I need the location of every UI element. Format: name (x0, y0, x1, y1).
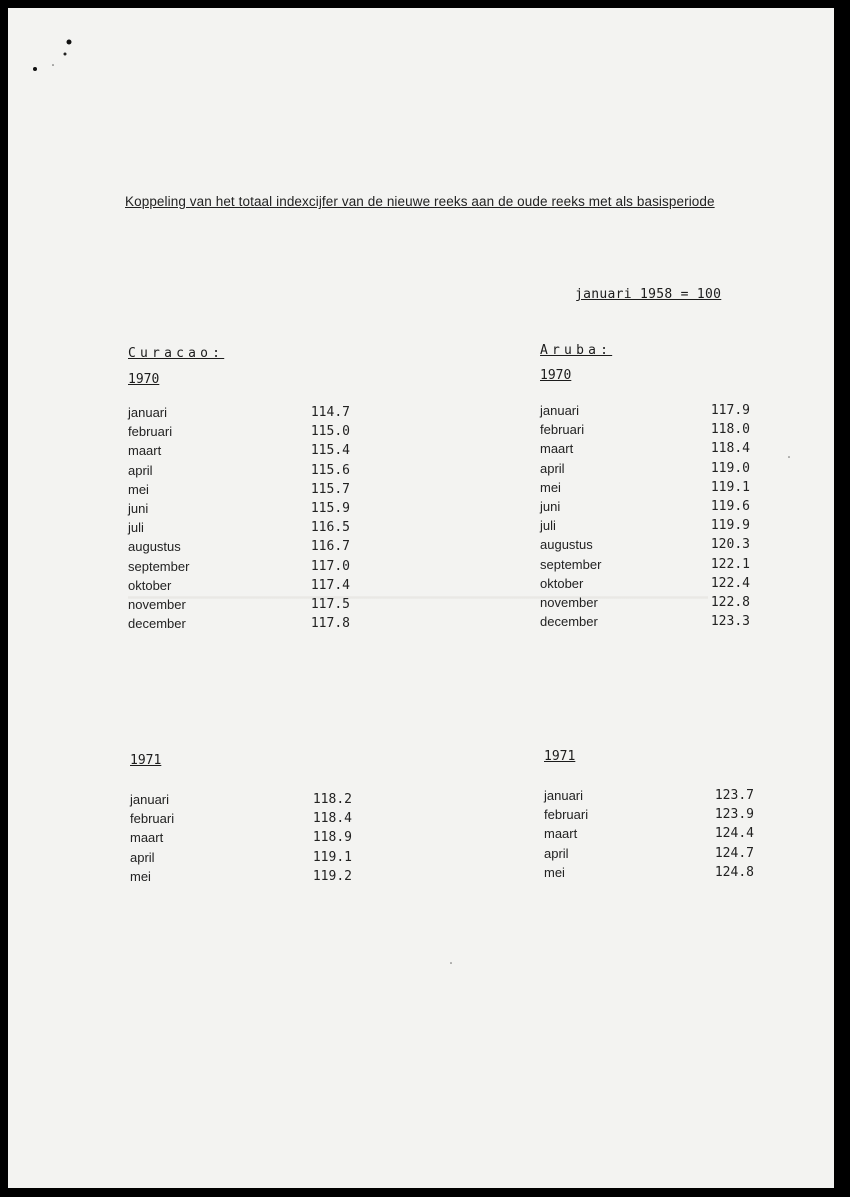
index-value: 116.5 (310, 520, 350, 536)
index-value: 119.1 (710, 479, 750, 495)
month-label: april (130, 849, 155, 865)
month-label: augustus (128, 539, 181, 555)
month-label: april (544, 845, 569, 861)
index-value: 119.1 (312, 849, 352, 865)
index-value: 118.2 (312, 792, 352, 807)
index-value: 117.4 (310, 577, 350, 593)
month-label: maart (540, 441, 574, 457)
index-value: 118.4 (312, 811, 352, 827)
month-label: augustus (540, 537, 593, 553)
month-label: juni (128, 500, 149, 516)
aruba-1970-year: 1970 (540, 368, 572, 383)
index-value: 124.4 (714, 826, 754, 842)
month-label: april (128, 462, 153, 478)
index-value: 119.0 (710, 460, 750, 476)
month-label: februari (544, 807, 589, 823)
aruba-1970-months (540, 401, 601, 631)
month-label: maart (130, 830, 164, 846)
month-label: januari (540, 403, 580, 418)
month-label: mei (540, 479, 561, 495)
aruba-1971-values (702, 786, 754, 882)
month-label: december (540, 614, 598, 630)
month-label: februari (130, 811, 175, 827)
aruba-1971-year: 1971 (544, 749, 576, 764)
month-label: januari (130, 792, 170, 807)
month-label: november (540, 594, 598, 610)
month-label: juli (128, 520, 144, 536)
index-value: 115.4 (310, 443, 350, 459)
index-value: 124.8 (714, 864, 754, 880)
index-value: 123.3 (710, 614, 750, 630)
aruba-heading: Aruba: (540, 343, 613, 358)
month-label: september (540, 556, 602, 572)
month-label: januari (544, 788, 584, 803)
month-label: februari (128, 424, 173, 440)
index-value: 122.4 (710, 575, 750, 591)
month-label: mei (130, 868, 151, 884)
index-value: 116.7 (310, 539, 350, 555)
aruba-1971-months (544, 786, 588, 882)
month-label: mei (128, 481, 149, 497)
basis-period-label: januari 1958 = 100 (575, 287, 722, 302)
index-value: 119.6 (710, 498, 750, 514)
index-value: 118.0 (710, 422, 750, 438)
month-label: februari (540, 422, 585, 438)
index-value: 120.3 (710, 537, 750, 553)
month-label: juni (540, 498, 561, 514)
paper-fold-shadow (128, 596, 708, 599)
aruba-1970-values (698, 401, 750, 631)
index-value: 114.7 (310, 405, 350, 420)
curacao-1970-months (128, 403, 189, 633)
curacao-1971-values (300, 790, 352, 886)
index-value: 115.7 (310, 481, 350, 497)
month-label: juli (540, 518, 556, 534)
month-label: maart (128, 443, 162, 459)
index-value: 122.1 (710, 556, 750, 572)
document-title: Koppeling van het totaal indexcijfer van de nieuwe reeks aan de oude reeks met als basisperiode (125, 194, 715, 209)
month-label: april (540, 460, 565, 476)
index-value: 119.2 (312, 868, 352, 884)
index-value: 117.5 (310, 596, 350, 612)
curacao-1971-months (130, 790, 174, 886)
index-value: 122.8 (710, 594, 750, 610)
index-value: 117.9 (710, 403, 750, 418)
index-value: 118.9 (312, 830, 352, 846)
index-value: 118.4 (710, 441, 750, 457)
index-value: 124.7 (714, 845, 754, 861)
index-value: 117.0 (310, 558, 350, 574)
month-label: mei (544, 864, 565, 880)
index-value: 119.9 (710, 518, 750, 534)
index-value: 115.6 (310, 462, 350, 478)
document-page (8, 8, 834, 1188)
curacao-heading: Curacao: (128, 346, 225, 361)
month-label: januari (128, 405, 168, 420)
index-value: 123.7 (714, 788, 754, 803)
month-label: november (128, 596, 186, 612)
index-value: 115.9 (310, 500, 350, 516)
curacao-1970-year: 1970 (128, 372, 160, 387)
index-value: 117.8 (310, 616, 350, 632)
index-value: 115.0 (310, 424, 350, 440)
month-label: december (128, 616, 186, 632)
index-value: 123.9 (714, 807, 754, 823)
month-label: maart (544, 826, 578, 842)
month-label: oktober (128, 577, 172, 593)
curacao-1971-year: 1971 (130, 753, 162, 768)
month-label: september (128, 558, 190, 574)
month-label: oktober (540, 575, 584, 591)
curacao-1970-values (298, 403, 350, 633)
